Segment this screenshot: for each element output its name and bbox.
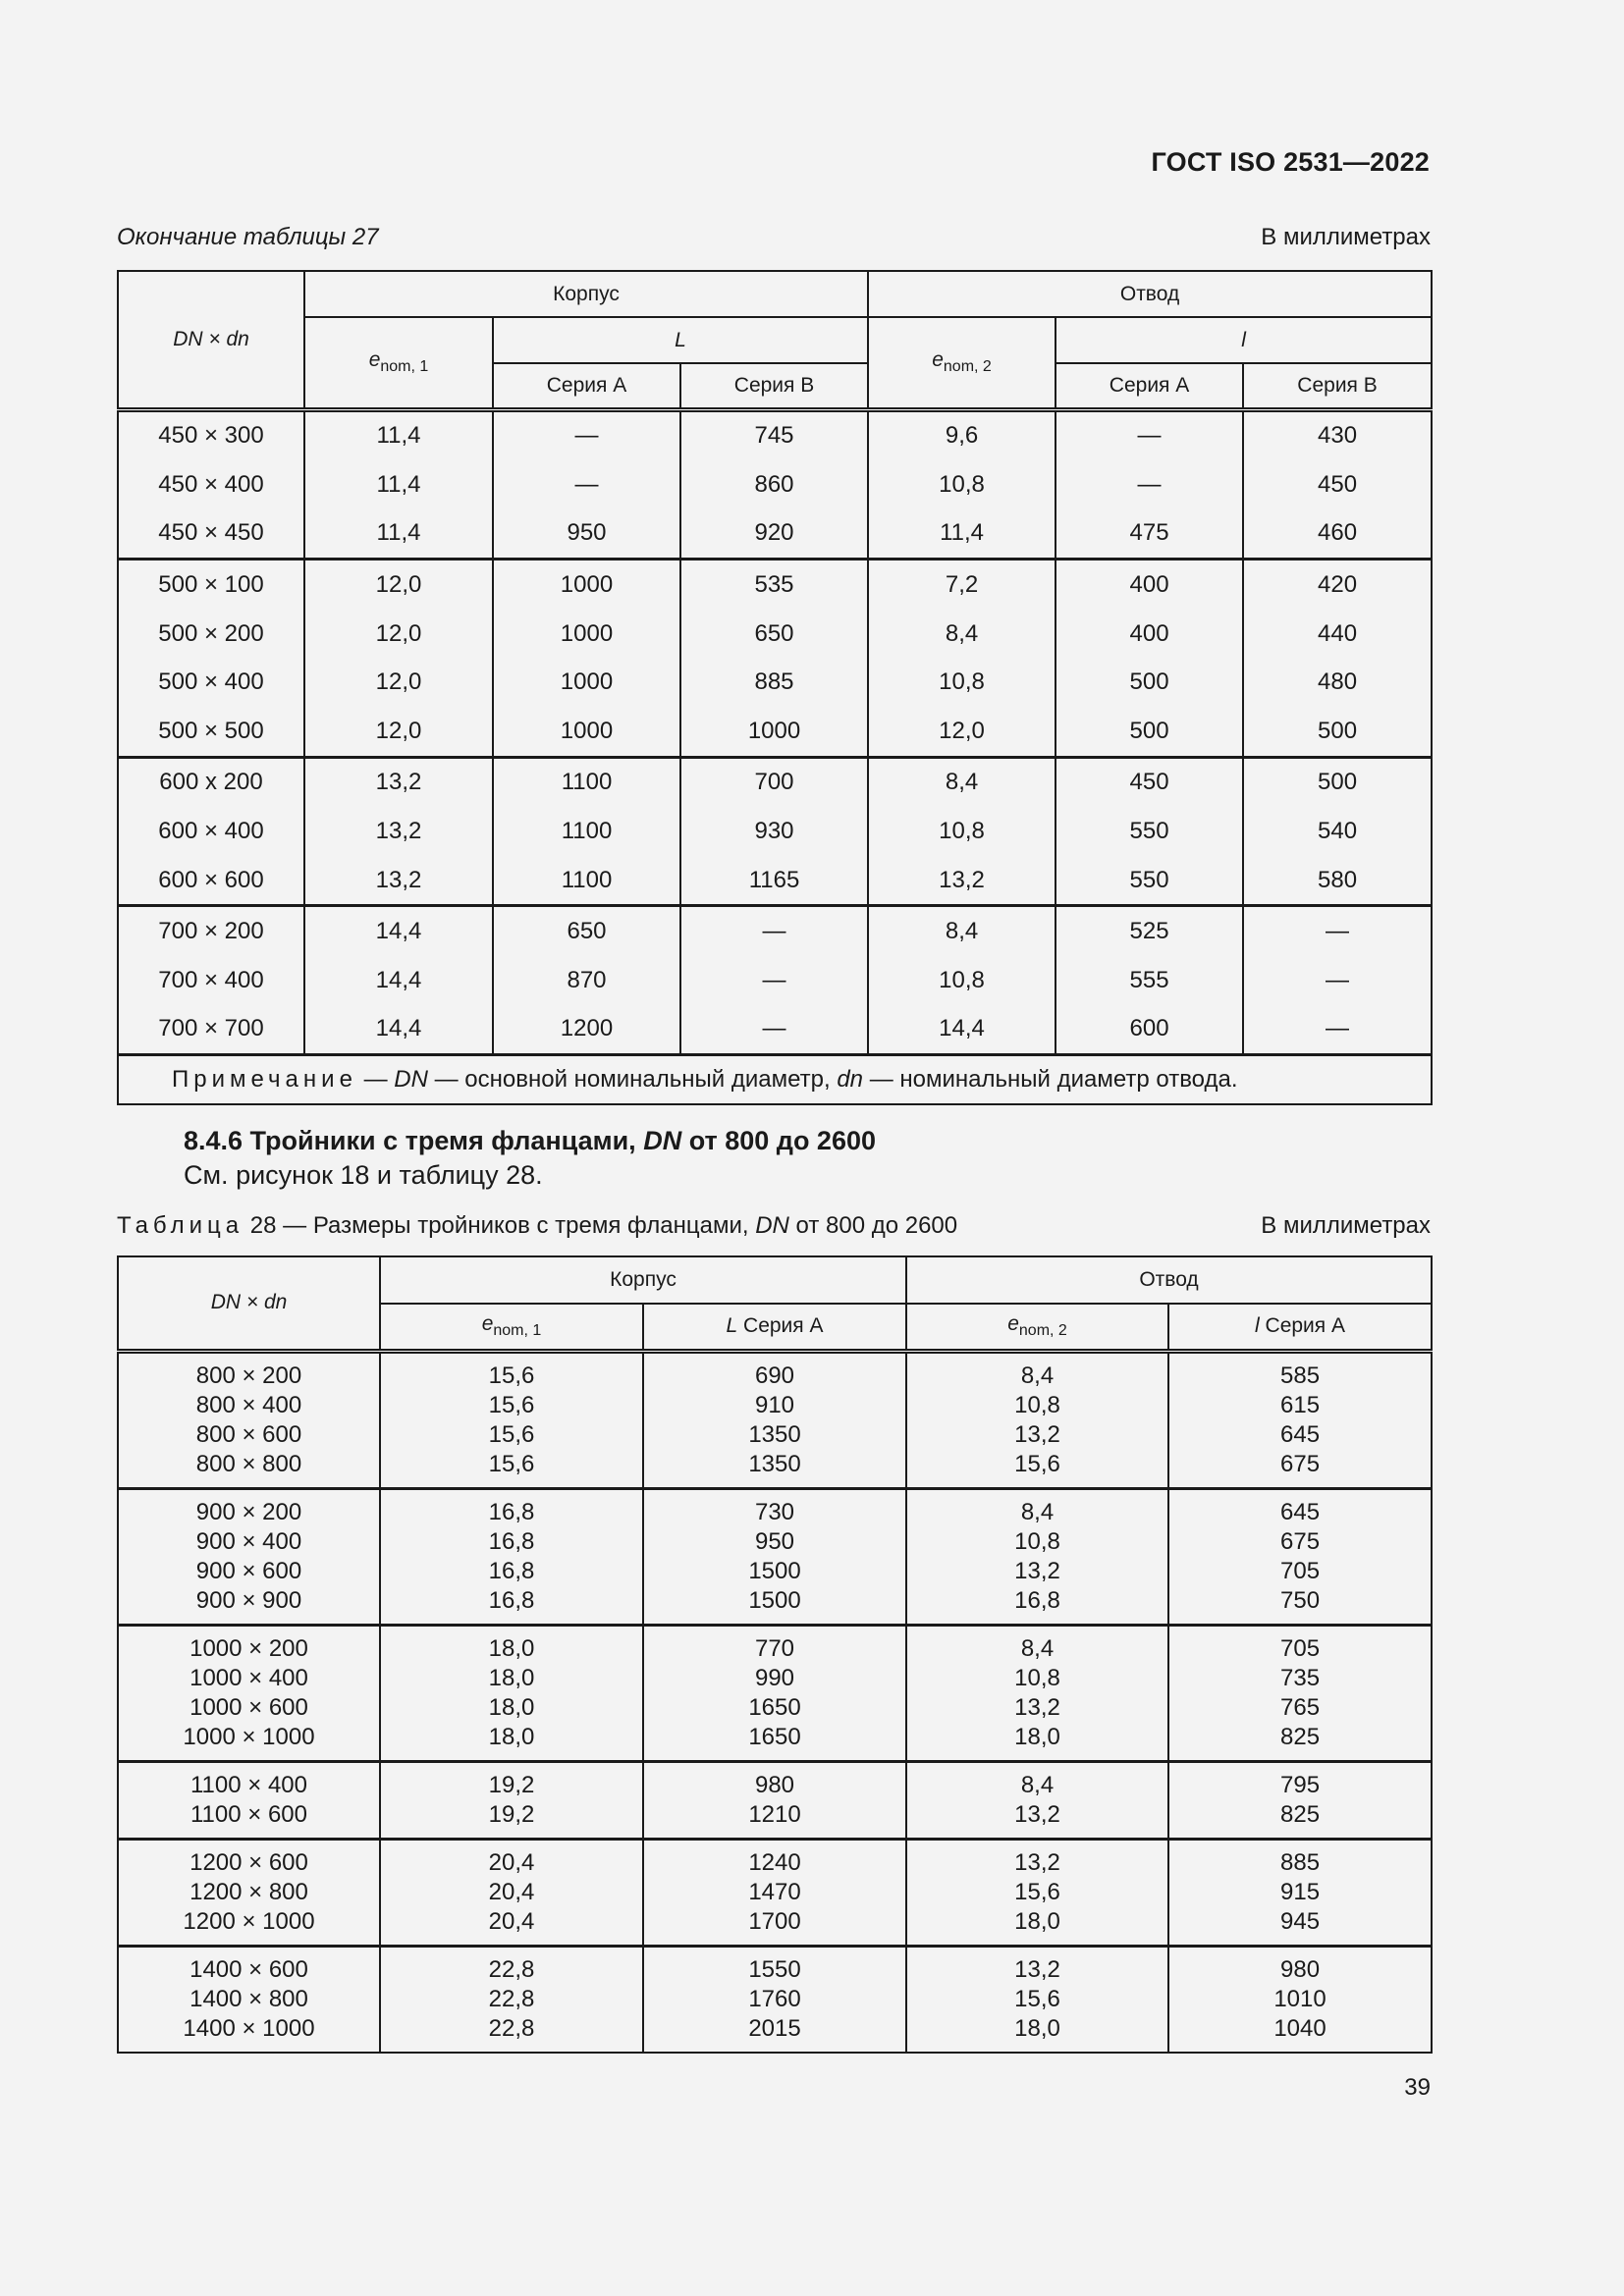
table-cell: 745 (680, 409, 868, 460)
cell-value: 1400 × 600 (189, 1955, 308, 1983)
table-cell: — (1056, 460, 1243, 509)
table-row-group (118, 1625, 1432, 1761)
table27-caption-row (117, 224, 1431, 251)
table-cell: 430 (1243, 409, 1432, 460)
table-cell: 13,2 (868, 856, 1056, 906)
table-row-group (118, 1946, 1432, 2053)
table-cell: 8,4 (868, 757, 1056, 807)
cell-value: 20,4 (488, 1907, 535, 1935)
table-cell: 500 × 200 (118, 610, 304, 659)
table-cell: 8,4 (868, 610, 1056, 659)
table-cell (1168, 1946, 1432, 2053)
header-L-series-a: Серия А (493, 363, 680, 409)
table-cell: 650 (680, 610, 868, 659)
table-cell: 870 (493, 956, 680, 1005)
cell-value: 675 (1280, 1450, 1321, 1477)
cell-value: 1350 (748, 1420, 801, 1448)
cell-value: 1760 (748, 1985, 801, 2012)
t28-header-e-nom1: $e_{nom, 1}$ (380, 1304, 643, 1351)
cell-value: 615 (1280, 1391, 1321, 1418)
table-cell: 14,4 (304, 956, 493, 1005)
t28-header-body: Корпус (380, 1256, 906, 1304)
cell-value: 16,8 (1014, 1586, 1060, 1614)
cell-value: 18,0 (488, 1664, 535, 1691)
cell-value: 2015 (748, 2014, 801, 2042)
table-cell: — (1056, 409, 1243, 460)
cell-value: 1200 × 600 (189, 1848, 308, 1876)
header-L: L (493, 317, 868, 363)
table-cell (1168, 1488, 1432, 1625)
table-cell: 600 x 200 (118, 757, 304, 807)
table28-head (118, 1256, 1432, 1351)
cell-value: 910 (754, 1391, 795, 1418)
cell-value: 13,2 (1014, 1693, 1060, 1721)
table-cell: 1100 (493, 757, 680, 807)
cell-value: 20,4 (488, 1878, 535, 1905)
table-cell (380, 1839, 643, 1946)
cell-value: 1700 (748, 1907, 801, 1935)
cell-value: 1550 (748, 1955, 801, 1983)
table-cell: 460 (1243, 509, 1432, 560)
table-27 (117, 270, 1433, 1105)
table-cell: 500 (1243, 707, 1432, 757)
table-cell (906, 1839, 1168, 1946)
cell-value: 825 (1280, 1723, 1321, 1750)
cell-value: 900 × 600 (195, 1557, 302, 1584)
table-cell: 13,2 (304, 757, 493, 807)
cell-value: 795 (1280, 1771, 1321, 1798)
table-cell: 400 (1056, 560, 1243, 610)
cell-value: 1200 × 1000 (183, 1907, 315, 1935)
table-cell: 10,8 (868, 658, 1056, 707)
table-row (118, 560, 1432, 610)
table-cell (906, 1946, 1168, 2053)
table-cell: 600 (1056, 1005, 1243, 1055)
cell-value: 900 × 900 (195, 1586, 302, 1614)
table-cell: 550 (1056, 856, 1243, 906)
table-cell: 475 (1056, 509, 1243, 560)
table-cell: 580 (1243, 856, 1432, 906)
table-cell: 1000 (493, 560, 680, 610)
table-cell (118, 1761, 380, 1839)
t28-header-e-nom2: $e_{nom, 2}$ (906, 1304, 1168, 1351)
table28-body (118, 1351, 1432, 2053)
table-cell (1168, 1351, 1432, 1488)
cell-value: 15,6 (488, 1362, 535, 1389)
cell-value: 1100 × 400 (189, 1771, 307, 1798)
cell-value: 16,8 (488, 1527, 535, 1555)
cell-value: 13,2 (1014, 1420, 1060, 1448)
table-cell: 1000 (680, 707, 868, 757)
table-cell: 700 (680, 757, 868, 807)
cell-value: 19,2 (488, 1800, 535, 1828)
table-cell (118, 1625, 380, 1761)
table-cell: 13,2 (304, 807, 493, 856)
t28-header-L-series-a: L Серия А (643, 1304, 906, 1351)
table28-units: В миллиметрах (1261, 1212, 1431, 1239)
table-cell (380, 1946, 643, 2053)
table-cell (643, 1351, 906, 1488)
cell-value: 990 (754, 1664, 795, 1691)
cell-value: 1210 (748, 1800, 801, 1828)
table-cell: 555 (1056, 956, 1243, 1005)
cell-value: 825 (1280, 1800, 1321, 1828)
cell-value: 22,8 (488, 1985, 535, 2012)
cell-value: 915 (1280, 1878, 1321, 1905)
table-cell: 10,8 (868, 460, 1056, 509)
table-cell (118, 1488, 380, 1625)
table-cell: 500 (1056, 707, 1243, 757)
cell-value: 730 (754, 1498, 795, 1525)
table-cell: 1000 (493, 658, 680, 707)
table-cell (380, 1351, 643, 1488)
table-cell: 550 (1056, 807, 1243, 856)
table-row-group (118, 1488, 1432, 1625)
cell-value: 8,4 (1020, 1498, 1055, 1525)
t28-header-l-series-a: l Серия А (1168, 1304, 1432, 1351)
cell-value: 10,8 (1014, 1527, 1060, 1555)
table27-head (118, 271, 1432, 409)
table-cell: 500 (1243, 757, 1432, 807)
cell-value: 900 × 400 (195, 1527, 302, 1555)
table-row (118, 460, 1432, 509)
cell-value: 645 (1280, 1420, 1321, 1448)
table-cell (118, 1946, 380, 2053)
cell-value: 10,8 (1014, 1664, 1060, 1691)
table-cell: 700 × 200 (118, 906, 304, 956)
header-branch: Отвод (868, 271, 1432, 317)
header-l-series-b: Серия В (1243, 363, 1432, 409)
cell-value: 1470 (748, 1878, 801, 1905)
table-cell: 13,2 (304, 856, 493, 906)
table-row (118, 707, 1432, 757)
table-cell (1168, 1625, 1432, 1761)
table-cell: 1100 (493, 856, 680, 906)
table-cell: 400 (1056, 610, 1243, 659)
table27-units: В миллиметрах (1261, 224, 1431, 250)
cell-value: 945 (1280, 1907, 1321, 1935)
cell-value: 13,2 (1014, 1800, 1060, 1828)
cell-value: 13,2 (1014, 1848, 1060, 1876)
t28-header-branch: Отвод (906, 1256, 1432, 1304)
cell-value: 1350 (748, 1450, 801, 1477)
cell-value: 900 × 200 (195, 1498, 302, 1525)
cell-value: 22,8 (488, 1955, 535, 1983)
cell-value: 585 (1280, 1362, 1321, 1389)
cell-value: 1500 (748, 1586, 801, 1614)
cell-value: 8,4 (1020, 1771, 1055, 1798)
table-row (118, 610, 1432, 659)
cell-value: 750 (1280, 1586, 1321, 1614)
table-cell: — (1243, 956, 1432, 1005)
table-row-group (118, 1839, 1432, 1946)
cell-value: 675 (1280, 1527, 1321, 1555)
table-cell: 1000 (493, 707, 680, 757)
table-cell: 950 (493, 509, 680, 560)
table-cell: — (680, 956, 868, 1005)
header-l-series-a: Серия А (1056, 363, 1243, 409)
table-row (118, 856, 1432, 906)
table-cell: 11,4 (868, 509, 1056, 560)
table-cell: 7,2 (868, 560, 1056, 610)
t28-header-dn-dn: DN × dn (118, 1256, 380, 1351)
table-cell: — (493, 460, 680, 509)
table-cell: 600 × 400 (118, 807, 304, 856)
table-cell: — (680, 1005, 868, 1055)
cell-value: 19,2 (488, 1771, 535, 1798)
table-cell: 920 (680, 509, 868, 560)
cell-value: 8,4 (1020, 1362, 1055, 1389)
table-cell: 11,4 (304, 460, 493, 509)
cell-value: 1200 × 800 (189, 1878, 308, 1905)
table-cell: 700 × 400 (118, 956, 304, 1005)
cell-value: 16,8 (488, 1498, 535, 1525)
table-cell: 600 × 600 (118, 856, 304, 906)
table-cell: 10,8 (868, 956, 1056, 1005)
table-cell: 11,4 (304, 509, 493, 560)
table-28 (117, 1255, 1433, 2054)
cell-value: 16,8 (488, 1557, 535, 1584)
table-cell: 1100 (493, 807, 680, 856)
table-cell: 14,4 (304, 906, 493, 956)
cell-value: 15,6 (1014, 1878, 1060, 1905)
table-row (118, 509, 1432, 560)
cell-value: 1650 (748, 1723, 801, 1750)
table-cell: 10,8 (868, 807, 1056, 856)
cell-value: 18,0 (1014, 1723, 1060, 1750)
table-row-group (118, 1761, 1432, 1839)
cell-value: 950 (754, 1527, 795, 1555)
cell-value: 765 (1280, 1693, 1321, 1721)
cell-value: 885 (1280, 1848, 1321, 1876)
cell-value: 18,0 (1014, 2014, 1060, 2042)
cell-value: 705 (1280, 1634, 1321, 1662)
cell-value: 1010 (1273, 1985, 1326, 2012)
cell-value: 1400 × 1000 (183, 2014, 315, 2042)
table-cell: 535 (680, 560, 868, 610)
table-cell: 12,0 (304, 707, 493, 757)
table-cell: 650 (493, 906, 680, 956)
table-cell (643, 1625, 906, 1761)
table-cell: 12,0 (304, 658, 493, 707)
table-row (118, 807, 1432, 856)
table-cell (118, 1351, 380, 1488)
table-cell (643, 1839, 906, 1946)
table-cell: 700 × 700 (118, 1005, 304, 1055)
table-cell: 12,0 (304, 610, 493, 659)
table-cell (643, 1761, 906, 1839)
header-e-nom1: $e_{nom, 1}$ (304, 317, 493, 409)
table-cell: 450 × 400 (118, 460, 304, 509)
table-row (118, 956, 1432, 1005)
table-cell: 12,0 (868, 707, 1056, 757)
cell-value: 1500 (748, 1557, 801, 1584)
table-cell (1168, 1839, 1432, 1946)
cell-value: 800 × 200 (195, 1362, 302, 1389)
cell-value: 16,8 (488, 1586, 535, 1614)
table-cell (906, 1488, 1168, 1625)
table-cell: 525 (1056, 906, 1243, 956)
table-cell: — (1243, 906, 1432, 956)
table-cell (380, 1625, 643, 1761)
table-cell: 500 × 500 (118, 707, 304, 757)
cell-value: 800 × 600 (195, 1420, 302, 1448)
cell-value: 1000 × 200 (189, 1634, 308, 1662)
table-row (118, 757, 1432, 807)
table-cell (1168, 1761, 1432, 1839)
table-row (118, 658, 1432, 707)
table-cell (906, 1351, 1168, 1488)
table-cell: 11,4 (304, 409, 493, 460)
page-number: 39 (1404, 2074, 1431, 2101)
table-cell: 480 (1243, 658, 1432, 707)
table-cell: 500 × 100 (118, 560, 304, 610)
table-cell (906, 1761, 1168, 1839)
table27-body (118, 409, 1432, 1055)
table-row (118, 409, 1432, 460)
table-row (118, 906, 1432, 956)
table27-note: Примечание — DN — основной номинальный диаметр, dn — номинальный диаметр отвода. (118, 1055, 1432, 1105)
table-cell: 500 (1056, 658, 1243, 707)
table-cell: 450 (1243, 460, 1432, 509)
section-title: 8.4.6 Тройники с тремя фланцами, DN от 800 до 2600 (184, 1126, 876, 1155)
cell-value: 20,4 (488, 1848, 535, 1876)
cell-value: 18,0 (488, 1723, 535, 1750)
table-cell: 540 (1243, 807, 1432, 856)
table-cell: 885 (680, 658, 868, 707)
document-id: ГОСТ ISO 2531—2022 (1151, 147, 1430, 177)
table27-caption: Окончание таблицы 27 (117, 224, 379, 250)
table-cell: 1000 (493, 610, 680, 659)
cell-value: 18,0 (488, 1693, 535, 1721)
cell-value: 1400 × 800 (189, 1985, 308, 2012)
cell-value: 1100 × 600 (189, 1800, 307, 1828)
cell-value: 1000 × 400 (189, 1664, 308, 1691)
cell-value: 800 × 400 (195, 1391, 302, 1418)
cell-value: 15,6 (1014, 1450, 1060, 1477)
table-cell: — (680, 906, 868, 956)
cell-value: 15,6 (488, 1450, 535, 1477)
table-cell: 930 (680, 807, 868, 856)
cell-value: 10,8 (1014, 1391, 1060, 1418)
header-L-series-b: Серия В (680, 363, 868, 409)
table-cell: 440 (1243, 610, 1432, 659)
header-e-nom2: $e_{nom, 2}$ (868, 317, 1056, 409)
table-row-group (118, 1351, 1432, 1488)
cell-value: 1000 × 600 (189, 1693, 308, 1721)
table-cell: 450 (1056, 757, 1243, 807)
cell-value: 15,6 (488, 1391, 535, 1418)
cell-value: 1040 (1273, 2014, 1326, 2042)
header-body: Корпус (304, 271, 868, 317)
cell-value: 1240 (748, 1848, 801, 1876)
table-cell (643, 1946, 906, 2053)
cell-value: 15,6 (1014, 1985, 1060, 2012)
cell-value: 18,0 (488, 1634, 535, 1662)
section-reference: См. рисунок 18 и таблицу 28. (184, 1160, 543, 1190)
table-cell: 9,6 (868, 409, 1056, 460)
table-cell: 14,4 (304, 1005, 493, 1055)
table-cell: — (493, 409, 680, 460)
table-cell: 500 × 400 (118, 658, 304, 707)
cell-value: 13,2 (1014, 1955, 1060, 1983)
cell-value: 770 (754, 1634, 795, 1662)
cell-value: 15,6 (488, 1420, 535, 1448)
table-cell (118, 1839, 380, 1946)
table-cell: — (1243, 1005, 1432, 1055)
table-cell (380, 1488, 643, 1625)
table-cell: 1165 (680, 856, 868, 906)
table-cell: 450 × 450 (118, 509, 304, 560)
cell-value: 22,8 (488, 2014, 535, 2042)
table-cell: 420 (1243, 560, 1432, 610)
cell-value: 705 (1280, 1557, 1321, 1584)
cell-value: 8,4 (1020, 1634, 1055, 1662)
cell-value: 735 (1280, 1664, 1321, 1691)
table-cell: 1200 (493, 1005, 680, 1055)
header-dn-dn: DN × dn (118, 271, 304, 409)
cell-value: 980 (1280, 1955, 1321, 1983)
cell-value: 690 (754, 1362, 795, 1389)
table-cell: 8,4 (868, 906, 1056, 956)
table-cell: 450 × 300 (118, 409, 304, 460)
table-cell (643, 1488, 906, 1625)
cell-value: 18,0 (1014, 1907, 1060, 1935)
table-cell (906, 1625, 1168, 1761)
table-cell (380, 1761, 643, 1839)
cell-value: 645 (1280, 1498, 1321, 1525)
cell-value: 13,2 (1014, 1557, 1060, 1584)
table-cell: 860 (680, 460, 868, 509)
table-row (118, 1005, 1432, 1055)
table-cell: 14,4 (868, 1005, 1056, 1055)
table28-caption: Таблица 28 — Размеры тройников с тремя фланцами, DN от 800 до 2600 (117, 1212, 958, 1239)
table-cell: 12,0 (304, 560, 493, 610)
cell-value: 1650 (748, 1693, 801, 1721)
cell-value: 800 × 800 (195, 1450, 302, 1477)
table28-caption-row (117, 1212, 1431, 1240)
cell-value: 980 (754, 1771, 795, 1798)
header-l: l (1056, 317, 1432, 363)
cell-value: 1000 × 1000 (183, 1723, 315, 1750)
